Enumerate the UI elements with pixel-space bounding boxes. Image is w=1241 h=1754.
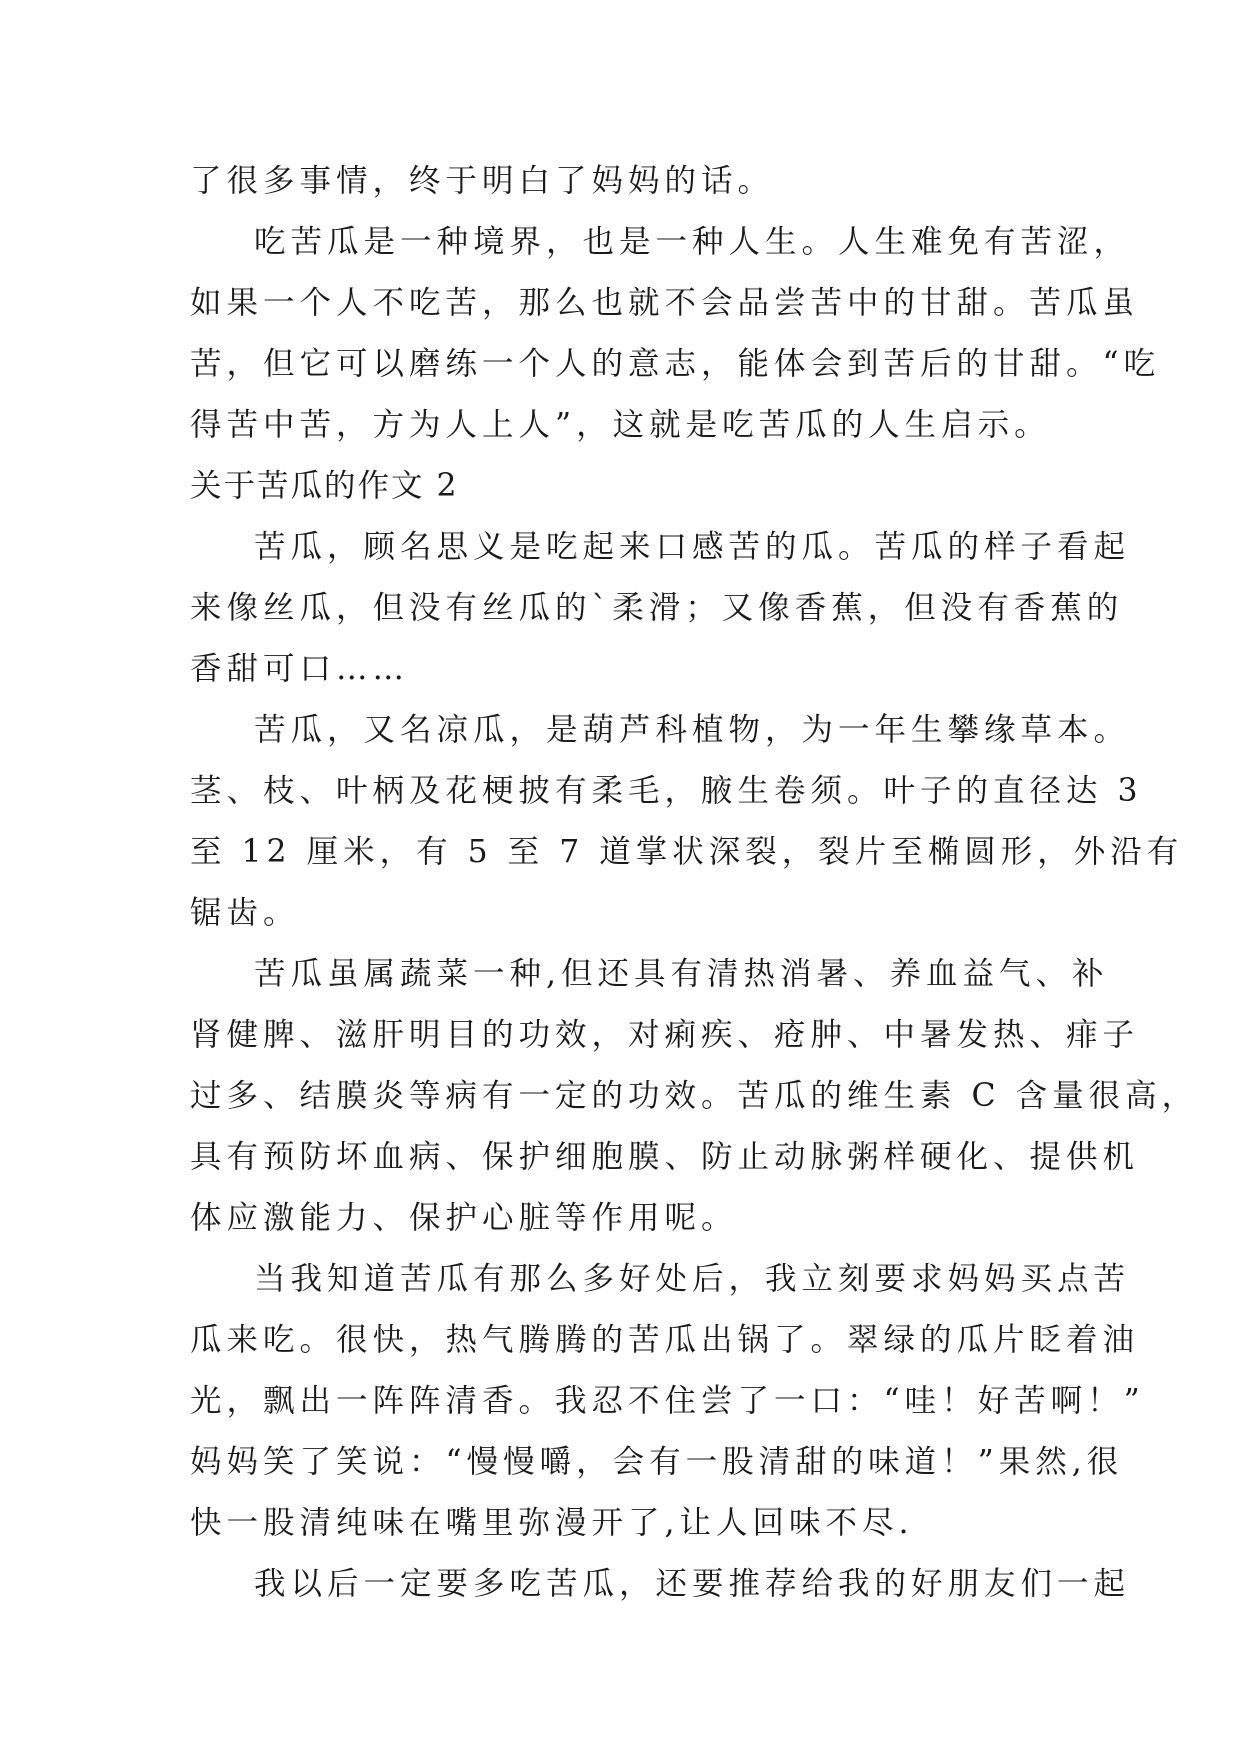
text-line: 快一股清纯味在嘴里弥漫开了,让人回味不尽. — [190, 1505, 914, 1541]
paragraph — [190, 700, 1184, 944]
text-line: 瓜来吃。很快，热气腾腾的苦瓜出锅了。翠绿的瓜片眨着油 — [190, 1322, 1140, 1358]
text-line: 如果一个人不吃苦，那么也就不会品尝苦中的甘甜。苦瓜虽 — [190, 285, 1140, 321]
text-line: 茎、枝、叶柄及花梗披有柔毛，腋生卷须。叶子的直径达 3 — [190, 773, 1143, 809]
paragraph — [190, 517, 1131, 700]
text-line: 光，飘出一阵阵清香。我忍不住尝了一口：“哇！好苦啊！” — [190, 1383, 1145, 1419]
heading-text: 关于苦瓜的作文 2 — [190, 468, 459, 504]
text-line: 妈妈笑了笑说：“慢慢嚼，会有一股清甜的味道！”果然,很 — [190, 1444, 1124, 1480]
text-line: 得苦中苦，方为人上人”，这就是吃苦瓜的人生启示。 — [190, 407, 1051, 443]
paragraph — [190, 212, 1161, 456]
text-line: 吃苦瓜是一种境界，也是一种人生。人生难免有苦涩， — [254, 224, 1131, 260]
text-line: 锯齿。 — [190, 895, 300, 931]
text-line: 来像丝瓜，但没有丝瓜的`柔滑；又像香蕉，但没有香蕉的 — [190, 590, 1124, 626]
text-line: 香甜可口…… — [190, 651, 410, 687]
paragraph — [190, 1249, 1145, 1554]
paragraph — [190, 944, 1199, 1249]
text-line: 苦瓜，又名凉瓜，是葫芦科植物，为一年生攀缘草本。 — [254, 712, 1131, 748]
text-line: 至 12 厘米，有 5 至 7 道掌状深裂，裂片至椭圆形，外沿有 — [190, 834, 1184, 870]
text-line: 我以后一定要多吃苦瓜，还要推荐给我的好朋友们一起 — [254, 1566, 1131, 1602]
document-body — [190, 151, 1199, 1615]
section-heading — [190, 456, 1070, 517]
text-line: 当我知道苦瓜有那么多好处后，我立刻要求妈妈买点苦 — [254, 1261, 1131, 1297]
text-line: 具有预防坏血病、保护细胞膜、防止动脉粥样硬化、提供机 — [190, 1139, 1140, 1175]
text-line: 了很多事情，终于明白了妈妈的话。 — [190, 163, 775, 199]
text-line: 苦，但它可以磨练一个人的意志，能体会到苦后的甘甜。“吃 — [190, 346, 1161, 382]
text-line: 过多、结膜炎等病有一定的功效。苦瓜的维生素 C 含量很高， — [190, 1078, 1199, 1114]
text-line: 苦瓜虽属蔬菜一种,但还具有清热消暑、养血益气、补 — [254, 956, 1109, 992]
paragraph-continuation — [190, 151, 1070, 212]
text-line: 肾健脾、滋肝明目的功效，对痢疾、疮肿、中暑发热、痱子 — [190, 1017, 1140, 1053]
text-line: 苦瓜，顾名思义是吃起来口感苦的瓜。苦瓜的样子看起 — [254, 529, 1131, 565]
paragraph — [190, 1554, 1131, 1615]
text-line: 体应激能力、保护心脏等作用呢。 — [190, 1200, 738, 1236]
